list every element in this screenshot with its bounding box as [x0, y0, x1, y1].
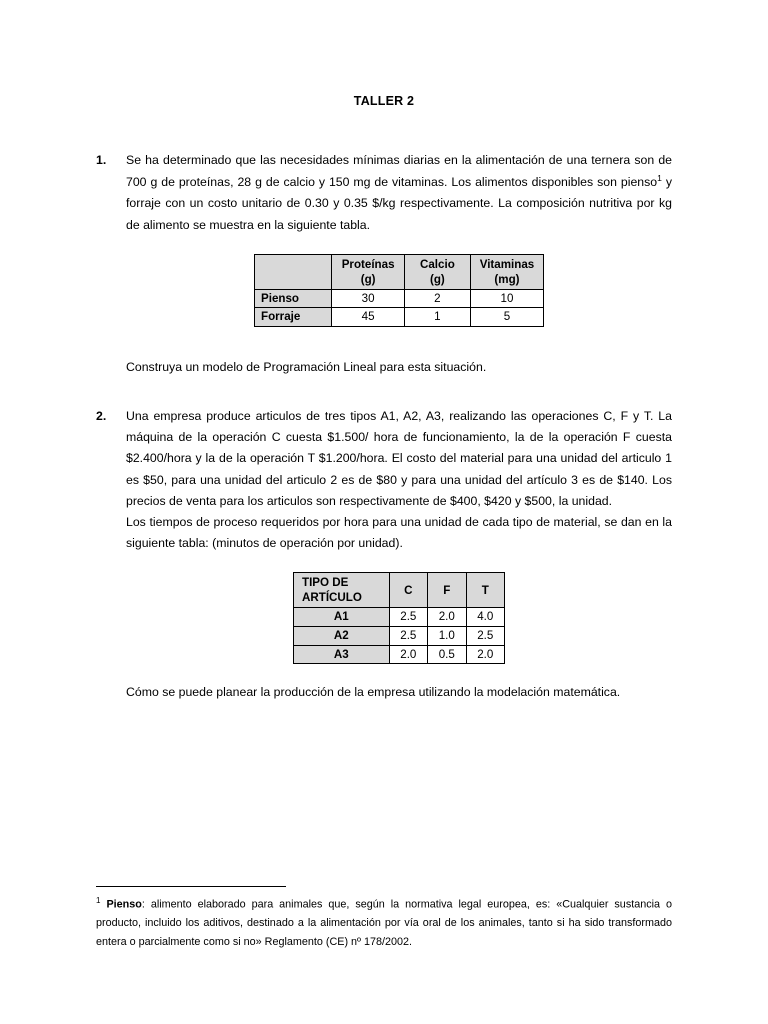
problem-item-1: [96, 150, 672, 378]
table1-row-0-col-1: 2: [404, 289, 470, 308]
table1-row-1-col-0: 45: [332, 308, 404, 327]
table1-corner-cell: [255, 254, 332, 289]
problem-1-number: 1.: [96, 153, 107, 167]
table2-row-0-col-1: 2.0: [428, 608, 466, 627]
table-header-row: [255, 254, 544, 289]
problem-item-2: [96, 406, 672, 703]
table1-row-0-col-0: 30: [332, 289, 404, 308]
footnote-term: Pienso: [106, 898, 142, 911]
table2-header-tipo-line2: ARTÍCULO: [302, 591, 362, 605]
table1-header-calcio-line1: Calcio: [419, 257, 455, 271]
problem-1-text-part1: Se ha determinado que las necesidades mínimas diarias en la alimentación de una ternera son de 700 g de proteínas, 28 g de calcio y 150 mg de vitaminas. Los alimentos disponibles son pienso: [126, 153, 672, 190]
table1-row-1-label: Forraje: [255, 308, 332, 327]
problem-1-closing: Construya un modelo de Programación Lineal para esta situación.: [126, 360, 487, 375]
nutrition-table: [254, 254, 544, 327]
problem-1-text-part2: y forraje con un costo unitario de 0.30 y 0.35 $/kg respectivamente. La composición nutritiva por kg de alimento se muestra en la siguiente tabla.: [126, 175, 672, 232]
table1-header-proteinas-line2: (g): [360, 272, 376, 286]
footnote-separator: [96, 886, 286, 887]
table2-row-1-col-2: 2.5: [466, 626, 504, 645]
table2-row-2-col-2: 2.0: [466, 645, 504, 664]
problem-2-paragraph-1: Una empresa produce articulos de tres tipos A1, A2, A3, realizando las operaciones C, F y T. La máquina de la operación C cuesta $1.500/ hora de funcionamiento, la de la operación F cuesta $2.400/hora y la de la operación T $1.200/hora. El costo del material para una unidad del articulo 1 es $50, para una unidad del articulo 2 es de $80 y para una unidad del artículo 3 es de $140. Los precios de venta para los articulos son respectivamente de $400, $420 y $500, la unidad.: [126, 409, 672, 508]
table2-row-2-label: A3: [294, 645, 390, 664]
table2-header-c: C: [389, 573, 427, 608]
footnote-body: : alimento elaborado para animales que, según la normativa legal europea, es: «Cualquier sustancia o producto, incluido los aditivos, destinado a la alimentación por vía oral de los animales, tanto si ha sido transformado entera o parcialmente como si no» Reglamento (CE) nº 178/2002.: [96, 898, 672, 949]
problem-1-statement: [126, 150, 672, 236]
table1-row-1-col-1: 1: [404, 308, 470, 327]
problem-2-paragraph-2: Los tiempos de proceso requeridos por hora para una unidad de cada tipo de material, se dan en la siguiente tabla: (minutos de operación por unidad).: [126, 514, 672, 551]
table2-header-t: T: [466, 573, 504, 608]
table2-header-f: F: [428, 573, 466, 608]
table-row: [294, 645, 505, 664]
table1-header-vitaminas-line2: (mg): [494, 272, 520, 286]
problem-2-closing: Cómo se puede planear la producción de la empresa utilizando la modelación matemática.: [126, 685, 621, 700]
table1-header-proteinas: [332, 254, 404, 289]
table-row: [294, 626, 505, 645]
table1-row-0-col-2: 10: [470, 289, 543, 308]
page-title: TALLER 2: [353, 94, 415, 108]
table1-header-vitaminas: [470, 254, 543, 289]
table-header-row: [294, 573, 505, 608]
table1-header-calcio-line2: (g): [429, 272, 445, 286]
table1-row-1-col-2: 5: [470, 308, 543, 327]
table-row: [255, 308, 544, 327]
table2-row-0-col-0: 2.5: [389, 608, 427, 627]
footnote-marker: 1: [96, 895, 101, 905]
footnote-reference: 1: [657, 173, 662, 184]
process-time-table-wrapper: [126, 572, 672, 664]
table1-header-proteinas-line1: Proteínas: [341, 257, 395, 271]
nutrition-table-wrapper: [126, 254, 672, 327]
table2-row-1-col-1: 1.0: [428, 626, 466, 645]
table2-row-0-label: A1: [294, 608, 390, 627]
process-time-table: [293, 572, 505, 664]
table1-row-0-label: Pienso: [255, 289, 332, 308]
table2-header-tipo-line1: TIPO DE: [302, 576, 349, 590]
table1-header-vitaminas-line1: Vitaminas: [479, 257, 535, 271]
footnote-text: [96, 894, 672, 952]
footnote-area: [96, 886, 672, 952]
table-row: [255, 289, 544, 308]
table2-header-tipo-articulo: [294, 573, 390, 608]
table-row: [294, 608, 505, 627]
table2-row-2-col-0: 2.0: [389, 645, 427, 664]
table2-row-0-col-2: 4.0: [466, 608, 504, 627]
table1-header-calcio: [404, 254, 470, 289]
table2-row-1-col-0: 2.5: [389, 626, 427, 645]
table2-row-2-col-1: 0.5: [428, 645, 466, 664]
problem-2-number: 2.: [96, 409, 107, 424]
table2-row-1-label: A2: [294, 626, 390, 645]
